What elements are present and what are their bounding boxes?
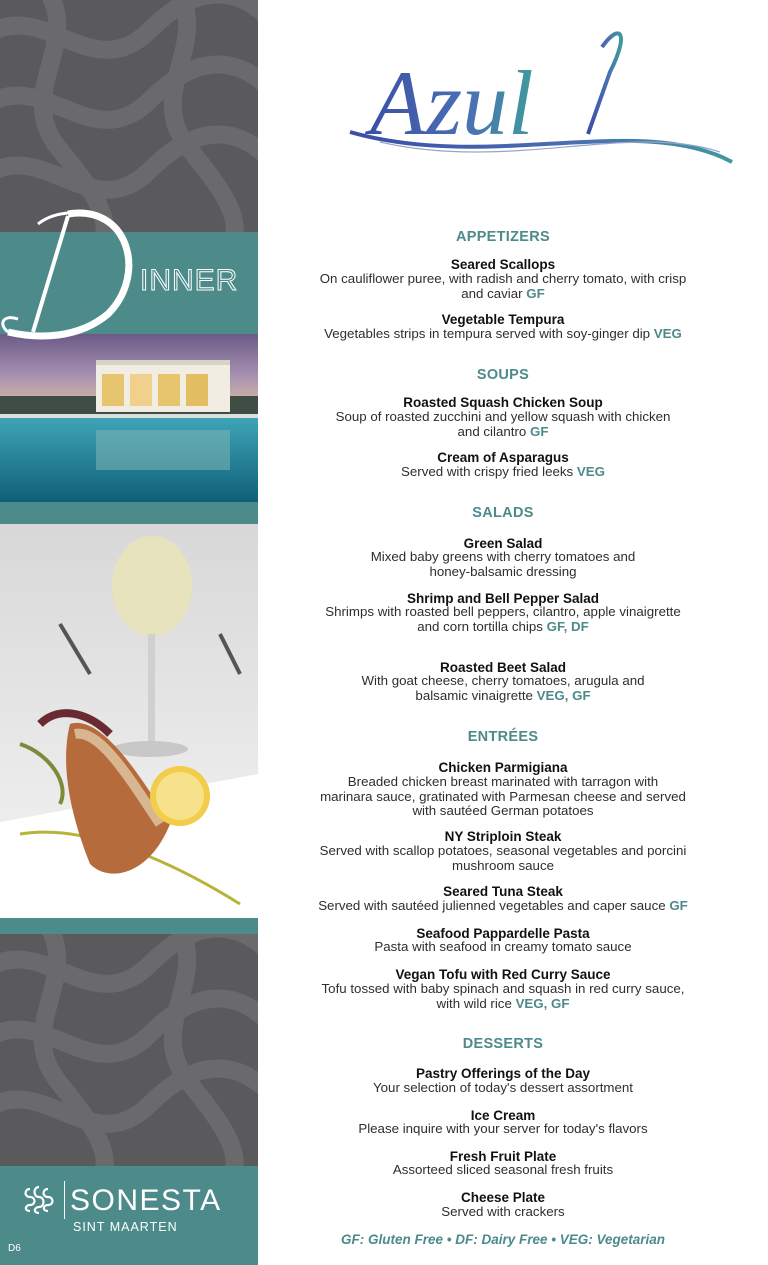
menu-item-name: Seafood Pappardelle Pasta bbox=[416, 926, 590, 941]
azul-logo-text: Azul bbox=[370, 52, 534, 154]
menu-item-name: Seared Scallops bbox=[450, 257, 556, 272]
menu-item-desc: Shrimps with roasted bell peppers, cilantro, apple vinaigrette and corn tortilla chips GF, DF bbox=[325, 604, 681, 634]
menu-item-name: Chicken Parmigiana bbox=[438, 760, 568, 775]
salmon-dish-photo bbox=[0, 524, 258, 918]
diet-tag: VEG bbox=[653, 326, 682, 341]
menu-item-name: Vegetable Tempura bbox=[441, 312, 565, 327]
menu-item-desc: Vegetables strips in tempura served with soy-ginger dip VEG bbox=[324, 326, 682, 341]
menu-item-name: Vegan Tofu with Red Curry Sauce bbox=[395, 967, 611, 982]
teal-band-lower bbox=[0, 918, 258, 934]
menu-item-desc: Tofu tossed with baby spinach and squash in red curry sauce, with wild rice VEG, GF bbox=[321, 981, 685, 1011]
sonesta-logo-icon bbox=[22, 1183, 56, 1217]
swirl-pattern-bottom bbox=[0, 934, 258, 1166]
menu-item-name: Roasted Squash Chicken Soup bbox=[403, 395, 603, 410]
menu-item-name: Seared Tuna Steak bbox=[443, 884, 563, 899]
diet-tag: GF bbox=[669, 898, 688, 913]
menu-item-name: Ice Cream bbox=[470, 1108, 536, 1123]
menu-item-desc: Breaded chicken breast marinated with tarragon with marinara sauce, gratinated with Parmesan cheese and served with sautéed German potatoes bbox=[320, 774, 686, 818]
hotel-location: SINT MAARTEN bbox=[73, 1220, 178, 1234]
menu-item-desc: Your selection of today's dessert assortment bbox=[373, 1080, 633, 1095]
menu-item-name: Roasted Beet Salad bbox=[439, 660, 567, 675]
menu-item-desc: Served with sautéed julienned vegetables and caper sauce GF bbox=[318, 898, 688, 913]
dinner-initial-d bbox=[0, 194, 148, 344]
menu-item-desc: Served with scallop potatoes, seasonal vegetables and porcini mushroom sauce bbox=[319, 843, 687, 873]
menu-item-name: Shrimp and Bell Pepper Salad bbox=[406, 591, 600, 606]
menu-item-name: NY Striploin Steak bbox=[444, 829, 562, 844]
section-title-salads: SALADS bbox=[472, 505, 534, 521]
dietary-legend: GF: Gluten Free • DF: Dairy Free • VEG: Vegetarian bbox=[340, 1232, 666, 1247]
page-code: D6 bbox=[8, 1243, 21, 1254]
menu-item-name: Fresh Fruit Plate bbox=[449, 1149, 557, 1164]
section-title-entrees: ENTRÉES bbox=[467, 729, 539, 745]
menu-item-name: Cream of Asparagus bbox=[437, 450, 569, 465]
section-title-desserts: DESSERTS bbox=[462, 1036, 544, 1052]
menu-item-name: Cheese Plate bbox=[460, 1190, 546, 1205]
menu-item-desc: Assorteed sliced seasonal fresh fruits bbox=[392, 1162, 614, 1177]
section-title-appetizers: APPETIZERS bbox=[455, 229, 551, 245]
menu-item-desc: Soup of roasted zucchini and yellow squash with chicken and cilantro GF bbox=[335, 409, 671, 439]
menu-item-name: Pastry Offerings of the Day bbox=[415, 1066, 591, 1081]
pool-villa-photo bbox=[0, 334, 258, 502]
teal-band-middle bbox=[0, 502, 258, 524]
menu-item-desc: Served with crackers bbox=[441, 1204, 565, 1219]
left-decor-panel bbox=[0, 0, 258, 1265]
hotel-name: SONESTA bbox=[70, 1184, 222, 1217]
menu-item-desc: Served with crispy fried leeks VEG bbox=[401, 464, 605, 479]
menu-item-desc: Please inquire with your server for today's flavors bbox=[358, 1121, 648, 1136]
dinner-heading: INNER bbox=[140, 264, 239, 297]
menu-item-desc: On cauliflower puree, with radish and cherry tomato, with crisp and caviar GF bbox=[319, 271, 687, 301]
diet-tag: GF bbox=[526, 285, 545, 301]
diet-tag: GF, DF bbox=[546, 618, 589, 634]
menu-item-desc: With goat cheese, cherry tomatoes, arugula and balsamic vinaigrette VEG, GF bbox=[361, 673, 645, 703]
diet-tag: VEG bbox=[576, 464, 605, 479]
section-title-soups: SOUPS bbox=[476, 367, 530, 383]
menu-item-name: Green Salad bbox=[463, 536, 543, 551]
menu-item-desc: Pasta with seafood in creamy tomato sauce bbox=[374, 939, 632, 954]
diet-tag: GF bbox=[529, 423, 549, 439]
diet-tag: VEG, GF bbox=[515, 995, 570, 1011]
azul-restaurant-logo bbox=[340, 22, 740, 202]
menu-item-desc: Mixed baby greens with cherry tomatoes and honey-balsamic dressing bbox=[370, 549, 636, 579]
diet-tag: VEG, GF bbox=[536, 687, 591, 703]
logo-divider bbox=[64, 1181, 65, 1219]
